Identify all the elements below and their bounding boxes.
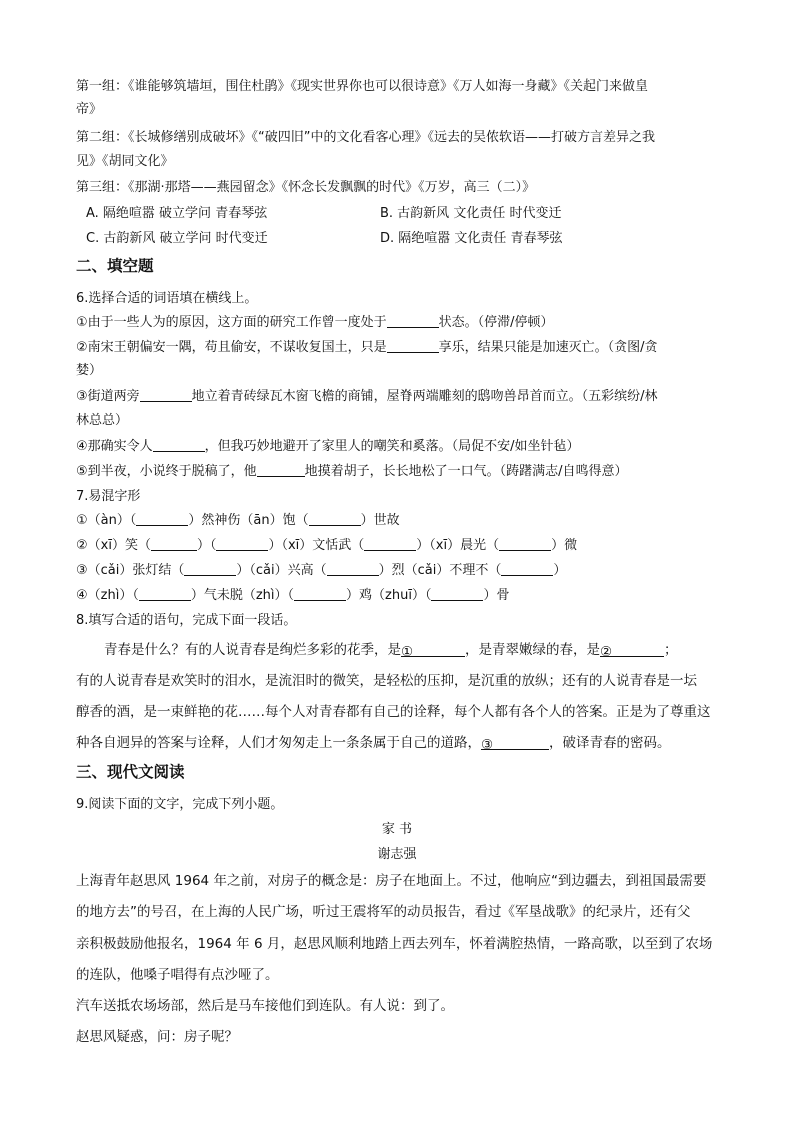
q8-para-line3: 醇香的酒，是一束鲜艳的花……每个人对青春都有自己的诠释，每个人都有各个人的答案。正是为了尊重这 bbox=[76, 704, 711, 720]
answer-blank[interactable] bbox=[309, 511, 361, 526]
q7-row-2: ②（xī）笑（ ）（ ）（xī）文恬武（ ）（xī）晨光（ ）微 bbox=[76, 538, 578, 553]
option-c: C. 古韵新风 破立学问 时代变迁 bbox=[86, 231, 268, 246]
article-p1-line3: 亲积极鼓励他报名，1964 年 6 月，赵思风顺利地踏上西去列车，怀着满腔热情，一路高歌，以至到了农场 bbox=[76, 936, 713, 952]
answer-blank[interactable] bbox=[257, 462, 305, 477]
q7-row-4: ④（zhì）（ ）气未脱（zhì）（ ）鸡（zhuī）（ ）骨 bbox=[76, 588, 510, 603]
section-title-reading: 三、现代文阅读 bbox=[76, 763, 185, 781]
q5-group2-line1: 第二组：《长城修缮别成破坏》《“破四旧”中的文化看客心理》《远去的吴侬软语——打破方言差异之我 bbox=[76, 130, 655, 145]
answer-blank[interactable] bbox=[153, 437, 205, 452]
q5-group3: 第三组：《那湖·那塔——燕园留念》《怀念长发飘飘的时代》《万岁，高三（二）》 bbox=[76, 180, 536, 195]
q7-stem: 7.易混字形 bbox=[76, 489, 141, 504]
option-d: D. 隔绝喧嚣 文化责任 青春琴弦 bbox=[380, 231, 563, 246]
q6-item-3: ③街道两旁 地立着青砖绿瓦木窗飞檐的商铺，屋脊两端雕刻的鸱吻兽昂首而立。（五彩缤纷/林 bbox=[76, 389, 658, 404]
answer-blank[interactable] bbox=[431, 586, 483, 601]
section-title-fill-in: 二、填空题 bbox=[76, 257, 154, 275]
option-a: A. 隔绝喧嚣 破立学问 青春琴弦 bbox=[86, 206, 268, 221]
answer-blank-1[interactable] bbox=[401, 642, 465, 660]
q5-group1-line2: 帝》 bbox=[76, 102, 103, 117]
q6-item-3-cont: 林总总） bbox=[76, 413, 129, 428]
q8-para-line1: 青春是什么？有的人说青春是绚烂多彩的花季，是① ，是青翠嫩绿的春，是② ； bbox=[104, 642, 678, 660]
answer-blank[interactable] bbox=[216, 536, 268, 551]
answer-blank-3[interactable] bbox=[481, 735, 549, 753]
q8-para-line2: 有的人说青春是欢笑时的泪水，是流泪时的微笑，是轻松的压抑，是沉重的放纵；还有的人说青春是一坛 bbox=[76, 673, 697, 689]
q6-item-5: ⑤到半夜，小说终于脱稿了，他 地摸着胡子，长长地松了一口气。（踌躇满志/自鸣得意） bbox=[76, 464, 628, 479]
q8-para-line4: 种各自迥异的答案与诠释，人们才匆匆走上一条条属于自己的道路，③ ，破译青春的密码。 bbox=[76, 735, 671, 753]
answer-blank-2[interactable] bbox=[600, 642, 664, 660]
answer-blank[interactable] bbox=[151, 536, 197, 551]
article-p1-line4: 的连队，他嗓子唱得有点沙哑了。 bbox=[76, 967, 279, 983]
circle-marker-1: ① bbox=[401, 644, 414, 660]
q9-stem: 9.阅读下面的文字，完成下列小题。 bbox=[76, 797, 284, 812]
article-p1-line2: 的地方去”的号召，在上海的人民广场，听过王震将军的动员报告，看过《军垦战歌》的纪录片，还有父 bbox=[76, 904, 691, 920]
answer-blank[interactable] bbox=[327, 561, 379, 576]
option-b: B. 古韵新风 文化责任 时代变迁 bbox=[380, 206, 562, 221]
answer-blank[interactable] bbox=[387, 313, 439, 328]
q7-row-3: ③（cǎi）张灯结（ ）（cǎi）兴高（ ）烈（cǎi）不理不（ ） bbox=[76, 563, 567, 578]
q7-row-1: ①（àn）（ ）然神伤（ān）饱（ ）世故 bbox=[76, 513, 400, 528]
article-p3: 赵思风疑惑，问：房子呢？ bbox=[76, 1029, 238, 1045]
circle-marker-2: ② bbox=[600, 644, 613, 660]
q5-group1-line1: 第一组：《谁能够筑墙垣，围住杜鹃》《现实世界你也可以很诗意》《万人如海一身藏》《关起门来做皇 bbox=[76, 79, 649, 94]
answer-blank[interactable] bbox=[294, 586, 346, 601]
circle-marker-3: ③ bbox=[481, 737, 494, 753]
answer-blank[interactable] bbox=[139, 586, 191, 601]
q6-item-2-cont: 婪） bbox=[76, 363, 103, 378]
q6-item-1: ①由于一些人为的原因，这方面的研究工作曾一度处于 状态。（停滞/停顿） bbox=[76, 315, 554, 330]
answer-blank[interactable] bbox=[140, 387, 192, 402]
q6-item-2: ②南宋王朝偏安一隅，苟且偷安，不谋收复国土，只是 享乐，结果只能是加速灭亡。（贪图/贪 bbox=[76, 340, 658, 355]
answer-blank[interactable] bbox=[499, 536, 551, 551]
article-title: 家 书 bbox=[381, 822, 413, 837]
q5-group2-line2: 见》《胡同文化》 bbox=[76, 154, 174, 169]
article-p1-line1: 上海青年赵思风 1964 年之前，对房子的概念是：房子在地面上。不过，他响应“到边疆去，到祖国最需要 bbox=[76, 873, 707, 889]
answer-blank[interactable] bbox=[387, 338, 439, 353]
answer-blank[interactable] bbox=[364, 536, 416, 551]
article-p2: 汽车送抵农场场部，然后是马车接他们到连队。有人说：到了。 bbox=[76, 998, 454, 1014]
answer-blank[interactable] bbox=[184, 561, 236, 576]
article-author: 谢志强 bbox=[377, 847, 417, 862]
q8-stem: 8.填写合适的语句，完成下面一段话。 bbox=[76, 613, 297, 628]
answer-blank[interactable] bbox=[136, 511, 188, 526]
answer-blank[interactable] bbox=[501, 561, 553, 576]
q6-item-4: ④那确实令人 ，但我巧妙地避开了家里人的嘲笑和奚落。（局促不安/如坐针毡） bbox=[76, 439, 580, 454]
q6-stem: 6.选择合适的词语填在横线上。 bbox=[76, 291, 258, 306]
